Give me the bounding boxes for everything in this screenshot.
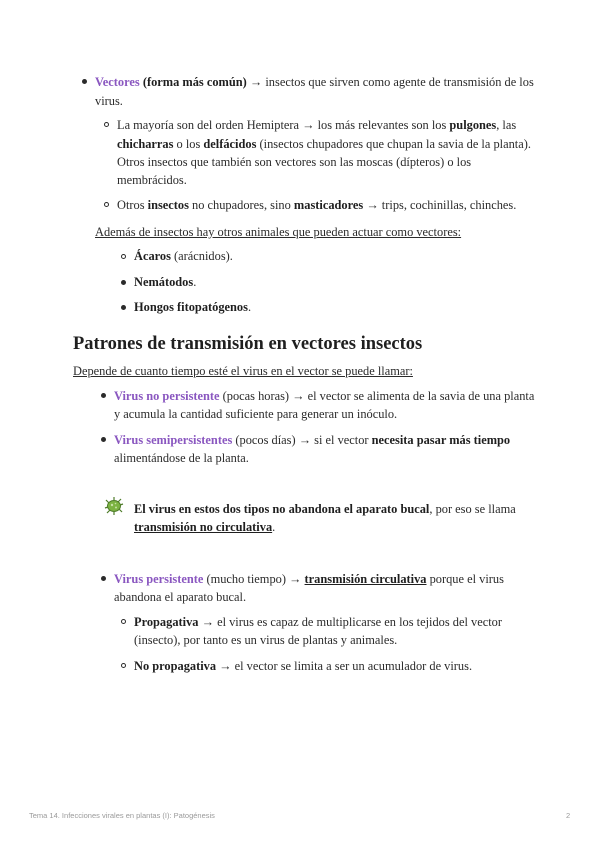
animal-item xyxy=(134,247,233,265)
page-number: 2 xyxy=(566,811,571,820)
sub2-line xyxy=(117,196,516,214)
callout-text: , por eso se llama xyxy=(429,502,516,516)
no-propagativa-term: No propagativa xyxy=(134,659,217,673)
bullet xyxy=(121,305,126,310)
sub1-line-2 xyxy=(117,135,531,153)
pulgones: pulgones xyxy=(449,118,497,132)
vectores-desc: → insectos que sirven como agente de transmisión de los xyxy=(246,75,534,89)
no-persistente-text: (pocas horas) → el vector se alimenta de la savia de una planta xyxy=(219,389,535,403)
bullet xyxy=(121,663,126,668)
persistente-line-1 xyxy=(114,570,504,588)
delfacidos: delfácidos xyxy=(203,137,257,151)
chicharras: chicharras xyxy=(117,137,174,151)
persistente-line-2: abandona el aparato bucal. xyxy=(114,590,247,604)
sub1-line-4: membrácidos. xyxy=(117,173,187,187)
callout-line-2 xyxy=(134,518,275,536)
semipersistentes-bold: necesita pasar más tiempo xyxy=(371,433,511,447)
no-persistente-line-1 xyxy=(114,387,534,405)
propagativa-text: → el virus es capaz de multiplicarse en los tejidos del vector xyxy=(198,615,502,629)
sub1-line-3: Otros insectos que también son vectores son las moscas (dípteros) o los xyxy=(117,155,472,169)
section-intro: Depende de cuanto tiempo esté el virus en el vector se puede llamar: xyxy=(73,364,413,378)
persistente-term: Virus persistente xyxy=(114,572,204,586)
bullet xyxy=(121,254,126,259)
bullet xyxy=(104,122,109,127)
sub1-text: (insectos chupadores que chupan la savia de la planta). xyxy=(256,137,531,151)
sub1-text: , las xyxy=(496,118,517,132)
propagativa-term: Propagativa xyxy=(134,615,199,629)
other-animals-intro: Además de insectos hay otros animales que pueden actuar como vectores: xyxy=(95,225,462,239)
bullet xyxy=(101,437,106,442)
callout-line-1 xyxy=(134,500,516,518)
animal-rest: . xyxy=(247,300,252,314)
semipersistentes-line-2: alimentándose de la planta. xyxy=(114,451,249,465)
sub2-text: no chupadores, sino xyxy=(188,198,294,212)
bullet xyxy=(101,393,106,398)
bullet xyxy=(101,576,106,581)
virus-icon xyxy=(103,496,125,516)
no-propagativa-line xyxy=(134,657,472,675)
persistente-bold: transmisión circulativa xyxy=(304,572,427,586)
semipersistentes-text: (pocos días) → si el vector xyxy=(232,433,372,447)
animal-item xyxy=(134,298,251,316)
masticadores: masticadores xyxy=(293,198,364,212)
bullet xyxy=(82,79,87,84)
animal-name: Hongos fitopatógenos xyxy=(134,300,248,314)
sub2-text: → trips, cochinillas, chinches. xyxy=(363,198,517,212)
vectores-line-2: virus. xyxy=(95,94,123,108)
animal-name: Nemátodos xyxy=(134,275,194,289)
persistente-text: porque el virus xyxy=(426,572,504,586)
bullet xyxy=(121,280,126,285)
persistente-text: (mucho tiempo) → xyxy=(203,572,305,586)
no-propagativa-text: → el vector se limita a ser un acumulador de virus. xyxy=(216,659,473,673)
animal-rest: . xyxy=(193,275,197,289)
animal-item xyxy=(134,273,196,291)
sub2-text: Otros xyxy=(117,198,148,212)
no-persistente-term: Virus no persistente xyxy=(114,389,220,403)
no-persistente-line-2: y acumula la cantidad suficiente para generar un inóculo. xyxy=(114,407,398,421)
callout-text: . xyxy=(272,520,276,534)
animal-name: Ácaros xyxy=(134,249,171,263)
vectores-term: Vectores xyxy=(95,75,140,89)
callout-bold: El virus en estos dos tipos no abandona el aparato bucal xyxy=(134,502,430,516)
propagativa-line-2: (insecto), por tanto es un virus de plantas y animales. xyxy=(134,633,398,647)
section-title: Patrones de transmisión en vectores insectos xyxy=(73,334,423,354)
bullet xyxy=(121,619,126,624)
semipersistentes-term: Virus semipersistentes xyxy=(114,433,233,447)
semipersistentes-line-1 xyxy=(114,431,510,449)
animal-rest: (arácnidos). xyxy=(170,249,233,263)
vectores-line-1 xyxy=(95,73,534,91)
propagativa-line-1 xyxy=(134,613,502,631)
sub1-text: o los xyxy=(173,137,204,151)
callout-term: transmisión no circulativa xyxy=(134,520,273,534)
sub1-line-1 xyxy=(117,116,516,134)
bullet xyxy=(104,202,109,207)
sub1-text: La mayoría son del orden Hemiptera → los más relevantes son los xyxy=(117,118,450,132)
footer-title: Tema 14. Infecciones virales en plantas (I): Patogénesis xyxy=(29,811,215,820)
insectos: insectos xyxy=(147,198,189,212)
vectores-qualifier: (forma más común) xyxy=(142,75,247,89)
